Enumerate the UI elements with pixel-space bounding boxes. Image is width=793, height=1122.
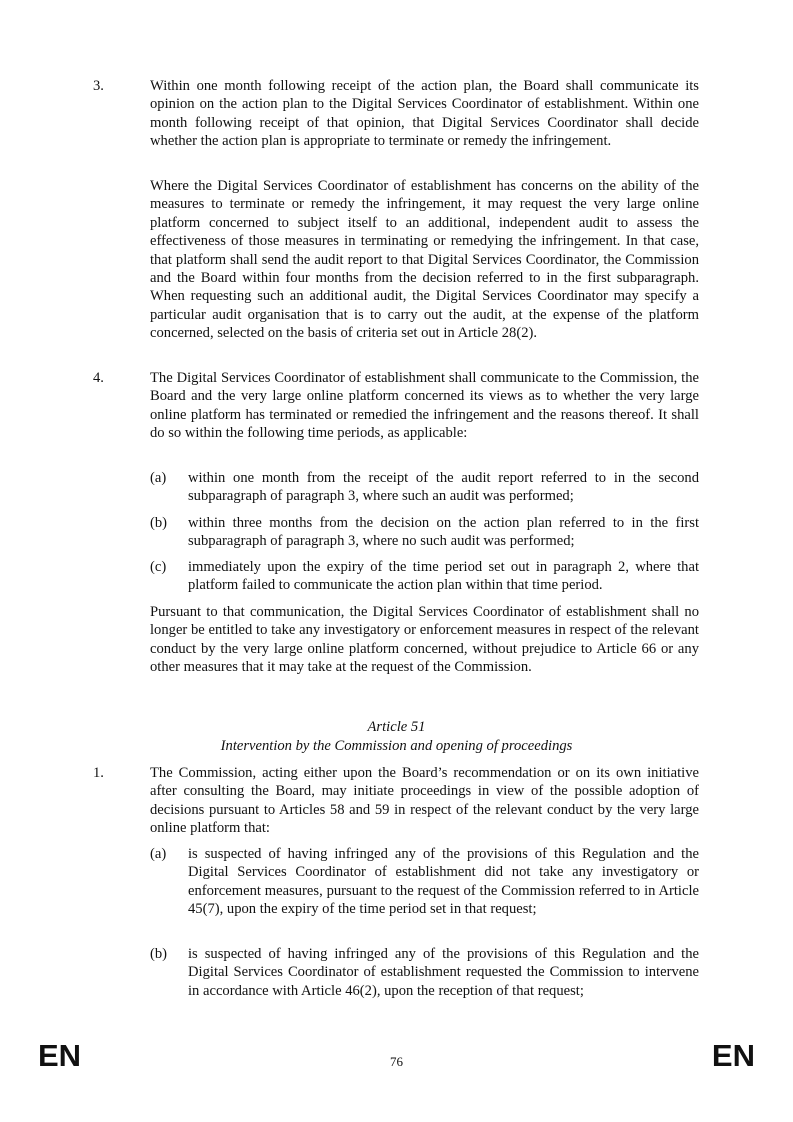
paragraph-3-text: Within one month following receipt of the action plan, the Board shall communicate its opinion on the action plan to the Digital Services Coordinator of establishment. Within one month following receipt of that opinion, that Digital Services Coordinator shall decide whether the action plan is appropriate to terminate or remedy the infringement.: [150, 78, 699, 150]
paragraph-1-intro: The Commission, acting either upon the Board’s recommendation or on its own initiative after consulting the Board, may initiate proceedings in view of the possible adoption of decisions pursuant to Articles 58 and 59 in respect of the relevant conduct by the very large online platform that:: [150, 765, 699, 837]
point-text: is suspected of having infringed any of the provisions of this Regulation and the Digital Services Coordinator of establishment requested the Commission to intervene in accordance with Article 46(2), upon the reception of that request;: [188, 946, 699, 999]
paragraph-4-intro: The Digital Services Coordinator of establishment shall communicate to the Commission, the Board and the very large online platform concerned its views as to whether the very large online platform has terminated or remedied the infringement and the reasons thereof. It shall do so within the following time periods, as applicable:: [150, 370, 699, 442]
footer-language-left: EN: [38, 1038, 82, 1073]
article-number: Article 51: [367, 719, 426, 735]
page-number: 76: [390, 1054, 403, 1069]
paragraph-number-1: 1.: [93, 765, 104, 781]
point-text: immediately upon the expiry of the time period set out in paragraph 2, where that platform failed to communicate the action plan within that time period.: [188, 559, 699, 594]
point-letter: (c): [150, 559, 167, 575]
paragraph-number-4: 4.: [93, 370, 104, 386]
paragraph-number-3: 3.: [93, 78, 104, 94]
point-letter: (a): [150, 846, 167, 862]
point-text: within one month from the receipt of the audit report referred to in the second subparagraph of paragraph 3, where such an audit was performed;: [188, 470, 699, 505]
article-title: Intervention by the Commission and opening of proceedings: [220, 738, 573, 754]
point-text: is suspected of having infringed any of the provisions of this Regulation and the Digital Services Coordinator of establishment did not take any investigatory or enforcement measures, pursuant to the request of the Commission referred to in Article 45(7), upon the expiry of the time period set in that request;: [188, 846, 699, 918]
point-letter: (b): [150, 515, 168, 531]
paragraph-4-closing: Pursuant to that communication, the Digital Services Coordinator of establishment shall no longer be entitled to take any investigatory or enforcement measures in respect of the relevant conduct by the very large online platform concerned, without prejudice to Article 66 or any other measures that it may take at the request of the Commission.: [150, 604, 699, 676]
point-text: within three months from the decision on the action plan referred to in the first subparagraph of paragraph 3, where no such audit was performed;: [188, 515, 699, 550]
point-letter: (a): [150, 470, 167, 486]
footer-language-right: EN: [711, 1038, 755, 1073]
point-letter: (b): [150, 946, 168, 962]
paragraph-3-subparagraph-2: Where the Digital Services Coordinator of establishment has concerns on the ability of the measures to terminate or remedy the infringement, it may request the very large online platform concerned to subject itself to an additional, independent audit to assess the effectiveness of those measures in terminating or remedying the infringement. In that case, that platform shall send the audit report to that Digital Services Coordinator, the Commission and the Board within four months from the decision referred to in the first subparagraph. When requesting such an additional audit, the Digital Services Coordinator may specify a particular audit organisation that is to carry out the audit, at the expense of the platform concerned, selected on the basis of criteria set out in Article 28(2).: [150, 178, 699, 342]
